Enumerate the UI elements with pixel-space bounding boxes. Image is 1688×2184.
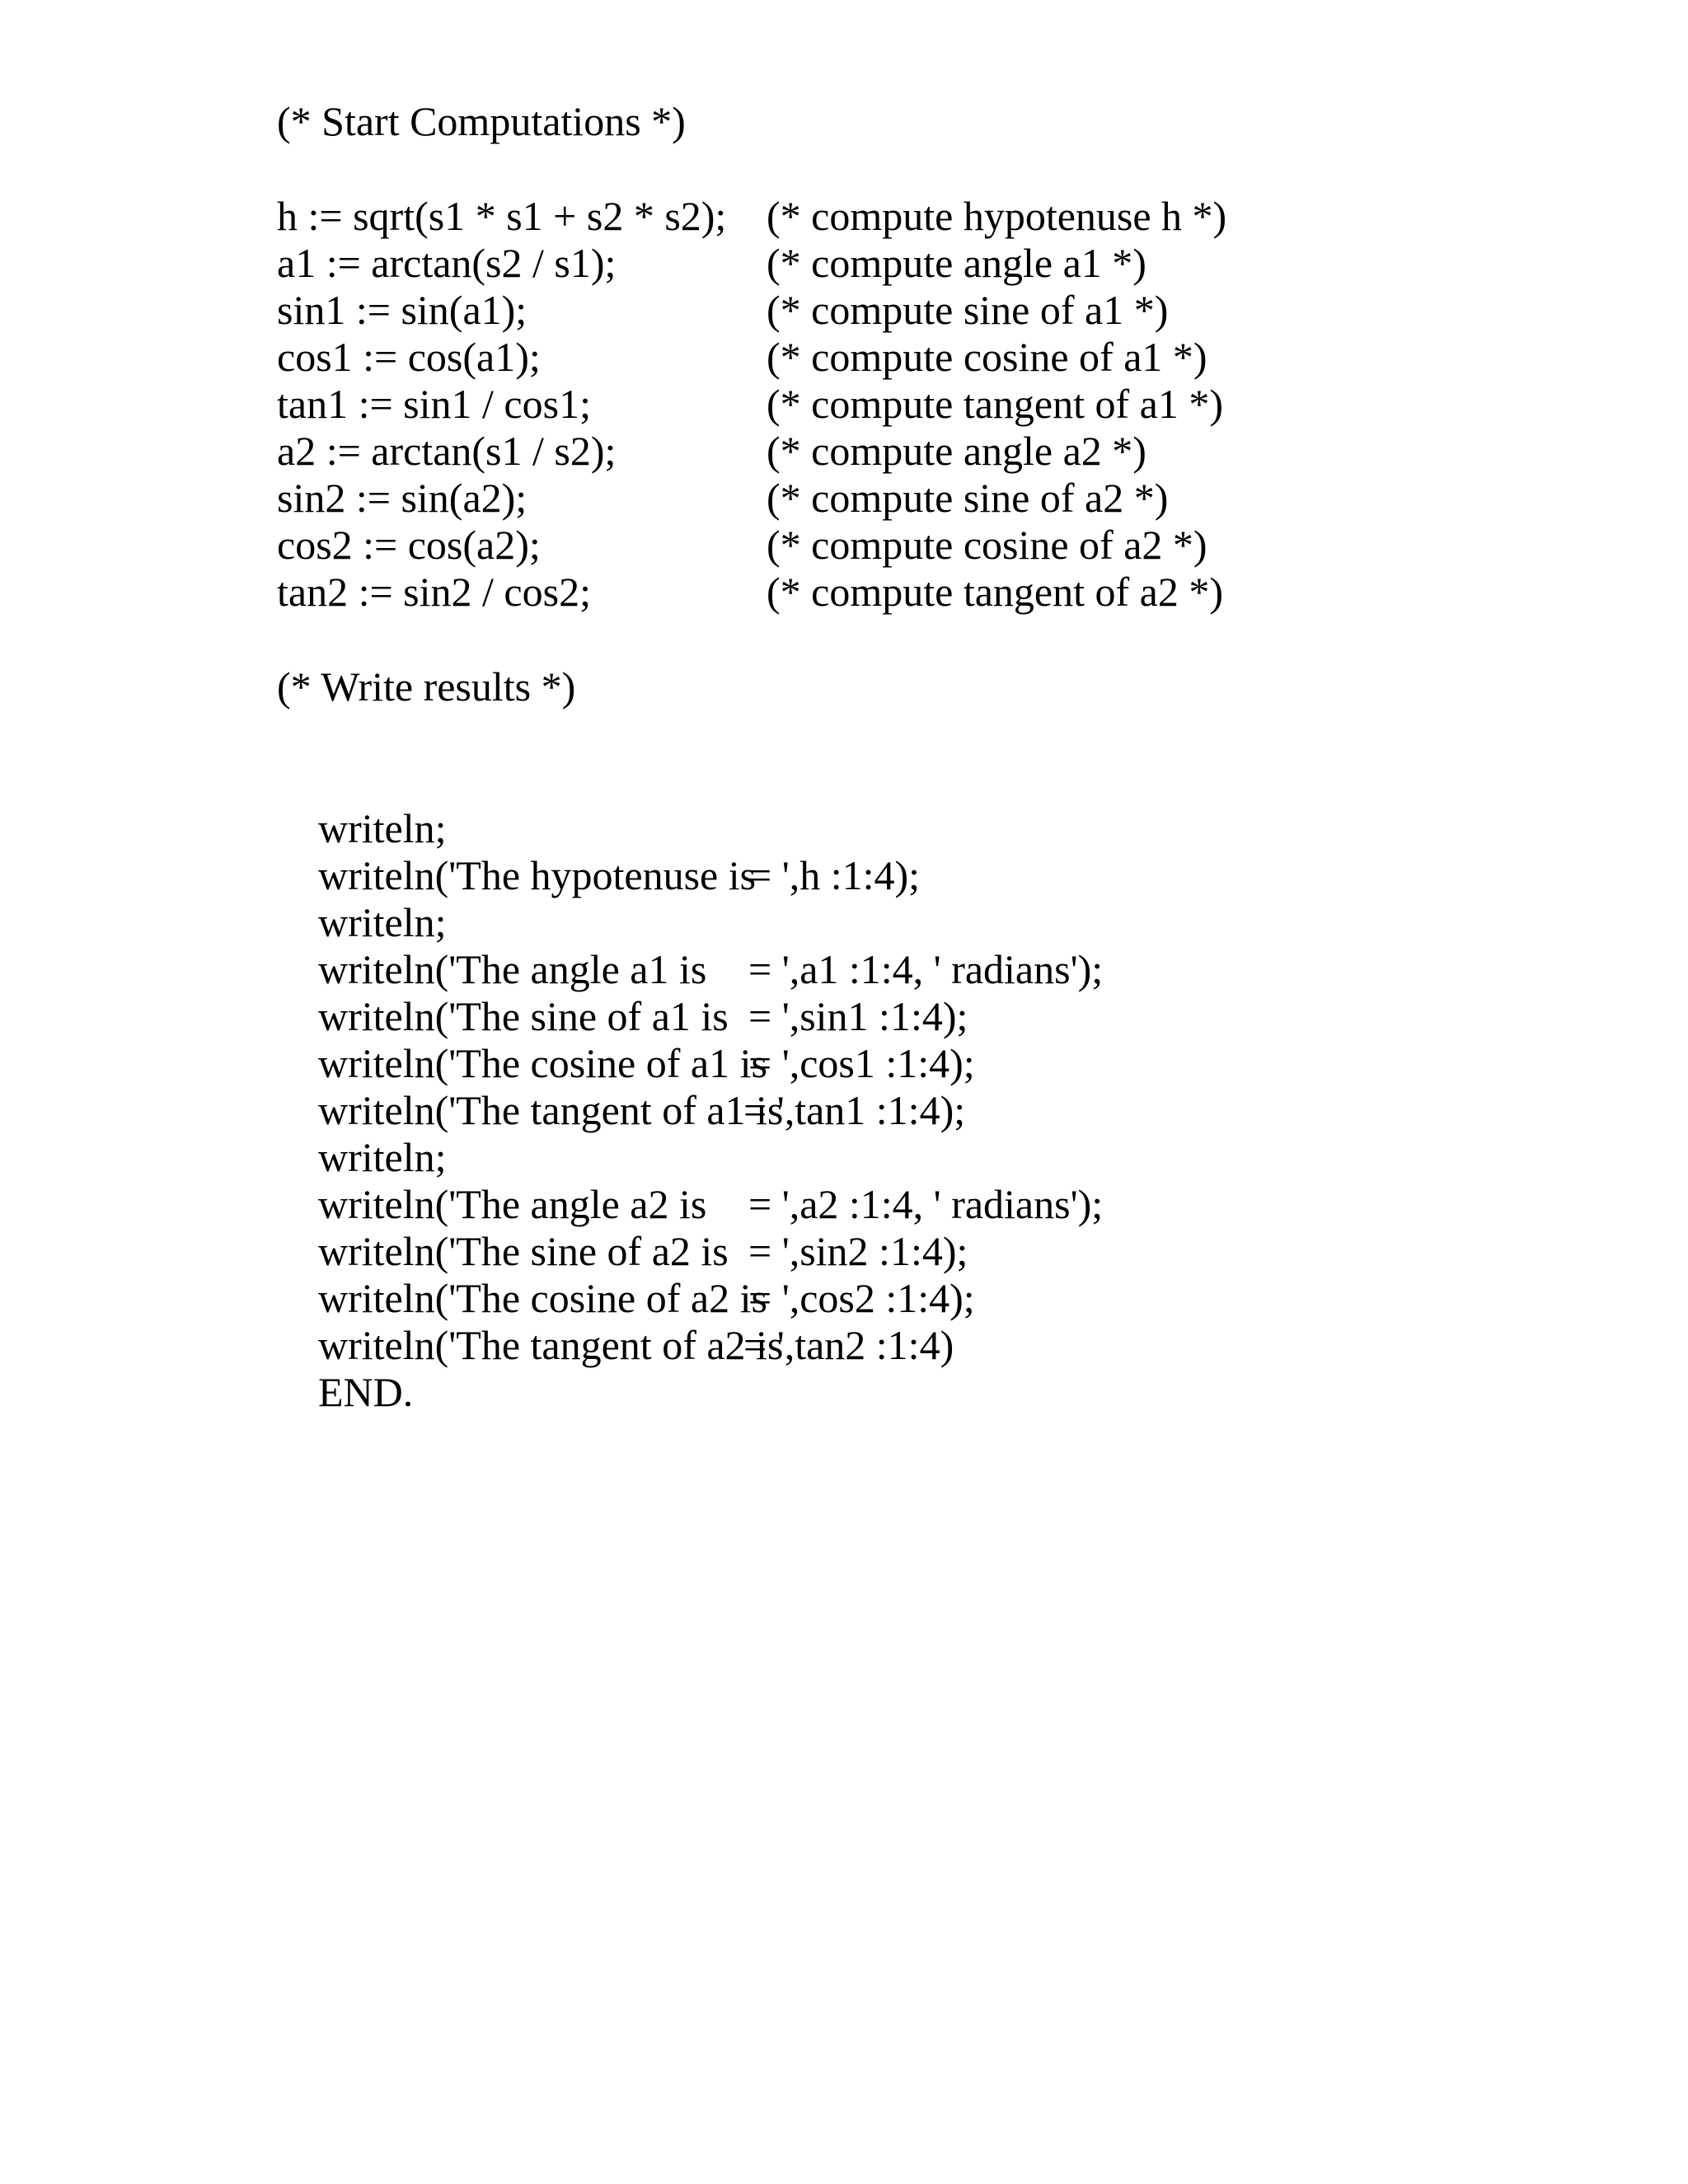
code-line-tan1: tan1 := sin1 / cos1;	[277, 381, 591, 427]
code-line-cos1: cos1 := cos(a1);	[277, 334, 541, 380]
comment-line-sin1: (* compute sine of a1 *)	[767, 287, 1169, 333]
comment-line-cos2: (* compute cosine of a2 *)	[767, 522, 1207, 568]
writeln-value: = ',cos2 :1:4);	[748, 1275, 975, 1321]
writeln-value: = ',h :1:4);	[748, 852, 921, 898]
writeln-label: writeln('The hypotenuse is	[318, 852, 757, 898]
writeln-value: = ',a2 :1:4, ' radians');	[748, 1181, 1104, 1227]
writeln-value: = ',tan1 :1:4);	[743, 1087, 966, 1133]
writeln-label: writeln('The cosine of a1 is	[318, 1040, 767, 1086]
code-line-sin1: sin1 := sin(a1);	[277, 287, 528, 333]
writeln-label: writeln('The sine of a1 is	[318, 993, 729, 1039]
code-line-tan2: tan2 := sin2 / cos2;	[277, 569, 591, 615]
code-line-a2: a2 := arctan(s1 / s2);	[277, 428, 617, 474]
writeln-value: = ',cos1 :1:4);	[748, 1040, 975, 1086]
writeln-value: = ',tan2 :1:4)	[743, 1322, 954, 1368]
comment-line-h: (* compute hypotenuse h *)	[767, 193, 1227, 239]
start-computations-comment: (* Start Computations *)	[277, 98, 686, 144]
comment-line-a2: (* compute angle a2 *)	[767, 428, 1146, 474]
writeln-label: writeln;	[318, 805, 447, 851]
comment-line-tan2: (* compute tangent of a2 *)	[767, 569, 1223, 615]
writeln-label: writeln('The sine of a2 is	[318, 1228, 729, 1274]
writeln-value: = ',sin1 :1:4);	[748, 993, 968, 1039]
code-line-sin2: sin2 := sin(a2);	[277, 475, 528, 521]
writeln-value: = ',sin2 :1:4);	[748, 1228, 968, 1274]
comment-line-tan1: (* compute tangent of a1 *)	[767, 381, 1223, 427]
writeln-label: writeln;	[318, 899, 447, 945]
write-results-comment: (* Write results *)	[277, 663, 576, 710]
comment-line-a1: (* compute angle a1 *)	[767, 240, 1146, 286]
writeln-label: writeln;	[318, 1134, 447, 1180]
code-line-h: h := sqrt(s1 * s1 + s2 * s2);	[277, 193, 727, 239]
writeln-label: writeln('The cosine of a2 is	[318, 1275, 767, 1321]
writeln-label: writeln('The angle a1 is	[318, 946, 707, 992]
comment-line-sin2: (* compute sine of a2 *)	[767, 475, 1169, 521]
end-label: END.	[318, 1369, 414, 1415]
code-line-a1: a1 := arctan(s2 / s1);	[277, 240, 617, 286]
comment-line-cos1: (* compute cosine of a1 *)	[767, 334, 1207, 380]
writeln-label: writeln('The tangent of a1 is	[318, 1087, 784, 1133]
writeln-label: writeln('The angle a2 is	[318, 1181, 707, 1227]
writeln-label: writeln('The tangent of a2 is	[318, 1322, 784, 1368]
end-statement	[277, 1320, 1431, 1464]
code-line-cos2: cos2 := cos(a2);	[277, 522, 541, 568]
writeln-value: = ',a1 :1:4, ' radians');	[748, 946, 1104, 992]
